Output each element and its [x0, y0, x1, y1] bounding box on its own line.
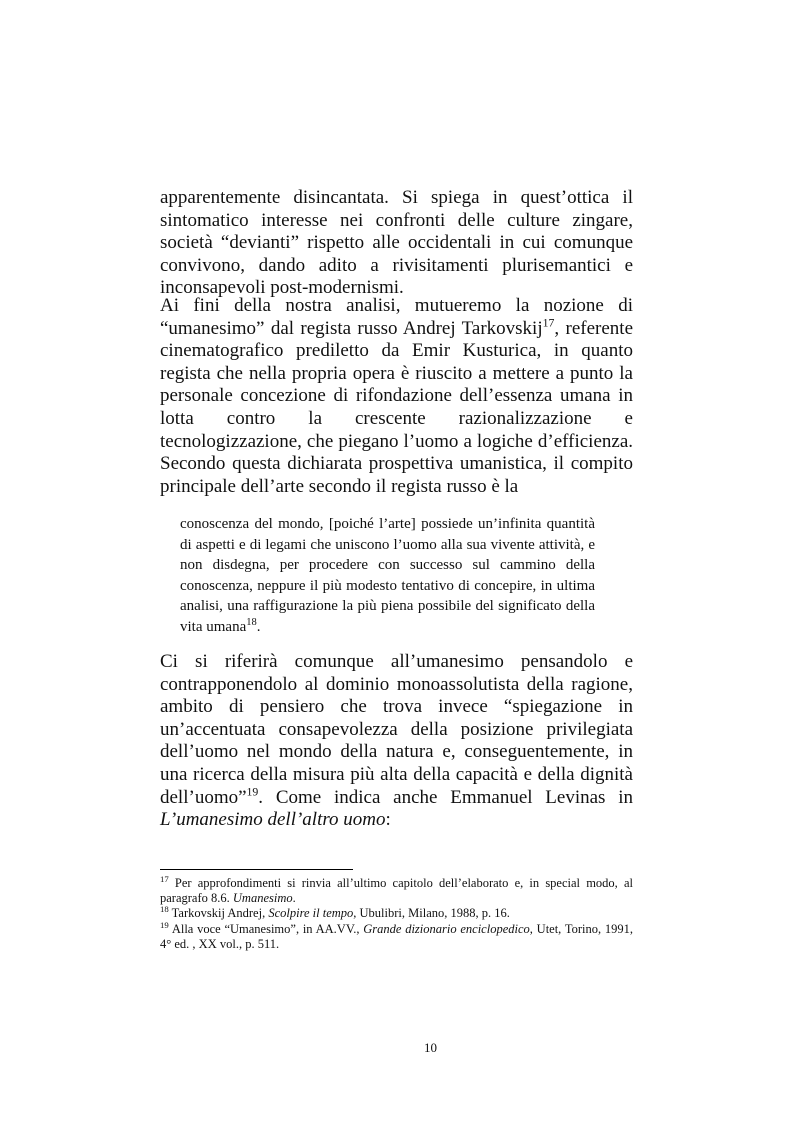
footnote-italic: Grande dizionario enciclopedico	[363, 921, 530, 936]
footnote-tail: , Ubulibri, Milano, 1988, p. 16.	[353, 906, 510, 921]
footnote-text: Tarkovskij Andrej,	[168, 906, 269, 921]
paragraph-3-text-a: Ci si riferirà comunque all’umanesimo pensandolo e contrapponendolo al dominio monoassolutista della ragione, ambito di pensiero che trova invece “spiegazione in un’accentuata consapevolezza della posizione privilegiata dell’uomo nel mondo della natura e, conseguentemente, in una ricerca della misura più alta della capacità e della dignità dell’uomo”	[160, 651, 633, 808]
footnote-tail: .	[292, 891, 296, 906]
footnote-ref-19[interactable]: 19	[246, 785, 259, 799]
footnote-italic: Umanesimo	[232, 891, 293, 906]
page-number-text: 10	[424, 1040, 437, 1055]
footnote-italic: Scolpire il tempo	[268, 906, 354, 921]
footnote-number: 19	[160, 919, 169, 930]
paragraph-2-text-a: Ai fini della nostra analisi, mutueremo la nozione di “umanesimo” dal regista russo Andrej Tarkovskij	[160, 295, 633, 339]
footnote-ref-18[interactable]: 18	[246, 616, 257, 628]
paragraph-3-tail: :	[385, 809, 391, 831]
quote-text: conoscenza del mondo, [poiché l’arte] possiede un’infinita quantità di aspetti e di legami che uniscono l’uomo alla sua vivente attività, e non disdegna, per procedere con successo sul cammino della conoscenza, neppure il più modesto tentativo di concepire, in ultima analisi, una raffigurazione la più piena possibile del significato della vita umana	[180, 516, 595, 635]
footnote-17	[160, 873, 633, 906]
body-paragraph-2	[160, 295, 633, 498]
footnote-number: 18	[160, 904, 169, 915]
footnote-number: 17	[160, 873, 169, 884]
footnote-separator	[160, 869, 353, 870]
footnote-19	[160, 919, 633, 952]
block-quote	[180, 514, 595, 638]
quote-tail: .	[256, 618, 261, 635]
footnote-ref-17[interactable]: 17	[542, 316, 555, 330]
paragraph-2-text-b: , referente cinematografico prediletto da Emir Kusturica, in quanto regista che nella propria opera è riuscito a mettere a punto la personale concezione di rifondazione dell’essenza umana in lotta contro la crescente razionalizzazione e tecnologizzazione, che piegano l’uomo a logiche d’efficienza. Secondo questa dichiarata prospettiva umanistica, il compito principale dell’arte secondo il regista russo è la	[160, 317, 633, 497]
book-title: L’umanesimo dell’altro uomo	[160, 809, 386, 831]
body-paragraph-1: apparentemente disincantata. Si spiega in quest’ottica il sintomatico interesse nei confronti delle culture zingare, società “devianti” rispetto alle occidentali in cui comunque convivono, dando adito a rivisitamenti plurisemantici e inconsapevoli post-modernismi.	[160, 187, 633, 299]
footnotes	[160, 873, 633, 952]
page-number	[79, 1040, 793, 1056]
paragraph-3-text-b: . Come indica anche Emmanuel Levinas in	[258, 786, 633, 808]
footnote-text: Per approfondimenti si rinvia all’ultimo capitolo dell’elaborato e, in special modo, al paragrafo 8.6.	[160, 876, 633, 906]
footnote-18	[160, 906, 633, 921]
body-paragraph-3	[160, 651, 633, 832]
footnote-tail: , Utet, Torino, 1991, 4° ed. , XX vol., p. 511.	[160, 921, 633, 951]
footnote-text: Alla voce “Umanesimo”, in AA.VV.,	[168, 921, 364, 936]
